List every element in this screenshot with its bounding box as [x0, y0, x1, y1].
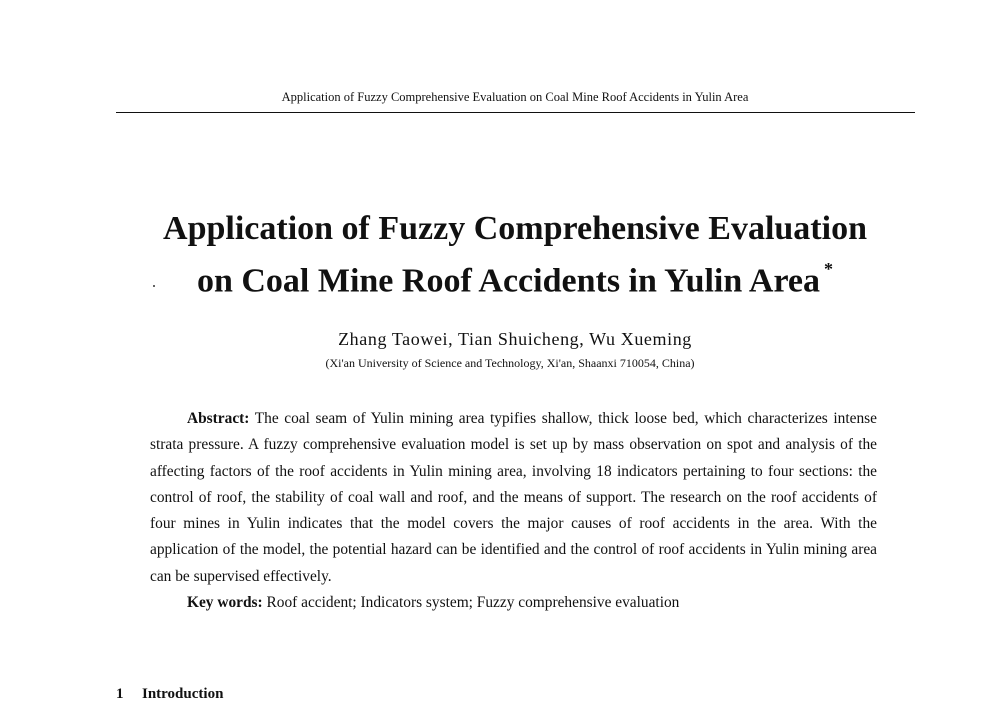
abstract-block [150, 406, 877, 616]
paper-title-line-2 [0, 251, 1000, 303]
section-title: Introduction [142, 686, 224, 702]
header-rule [116, 112, 915, 113]
abstract-label: Abstract: [187, 410, 250, 427]
keywords-paragraph [150, 590, 877, 616]
section-number: 1 [116, 686, 124, 702]
affiliation: (Xi'an University of Science and Technology, Xi'an, Shaanxi 710054, China) [325, 356, 695, 370]
abstract-paragraph [150, 406, 877, 590]
abstract-text: The coal seam of Yulin mining area typifies shallow, thick loose bed, which characterizes intense strata pressure. A fuzzy comprehensive evaluation model is set up by mass observation on spot and analysis of the affecting factors of the roof accidents in Yulin mining area, involving 18 indicators pertaining to four sections: the control of roof, the stability of coal wall and roof, and the means of support. The research on the roof accidents of four mines in Yulin indicates that the model covers the major causes of roof accidents in the area. With the application of the model, the potential hazard can be identified and the control of roof accidents in Yulin mining area can be supervised effectively. [150, 410, 877, 585]
authors: Zhang Taowei, Tian Shuicheng, Wu Xueming [338, 329, 692, 349]
paper-title-line-1: Application of Fuzzy Comprehensive Evaluation [163, 210, 867, 247]
keywords-text: Roof accident; Indicators system; Fuzzy comprehensive evaluation [262, 594, 680, 612]
paper-title-line-2-text: on Coal Mine Roof Accidents in Yulin Area [196, 262, 821, 300]
paper-title [0, 206, 1000, 303]
keywords-label: Key words: [187, 594, 263, 612]
running-header: Application of Fuzzy Comprehensive Evaluation on Coal Mine Roof Accidents in Yulin Area [281, 90, 749, 104]
footnote-marker: * [824, 259, 834, 279]
section-heading [116, 686, 223, 703]
